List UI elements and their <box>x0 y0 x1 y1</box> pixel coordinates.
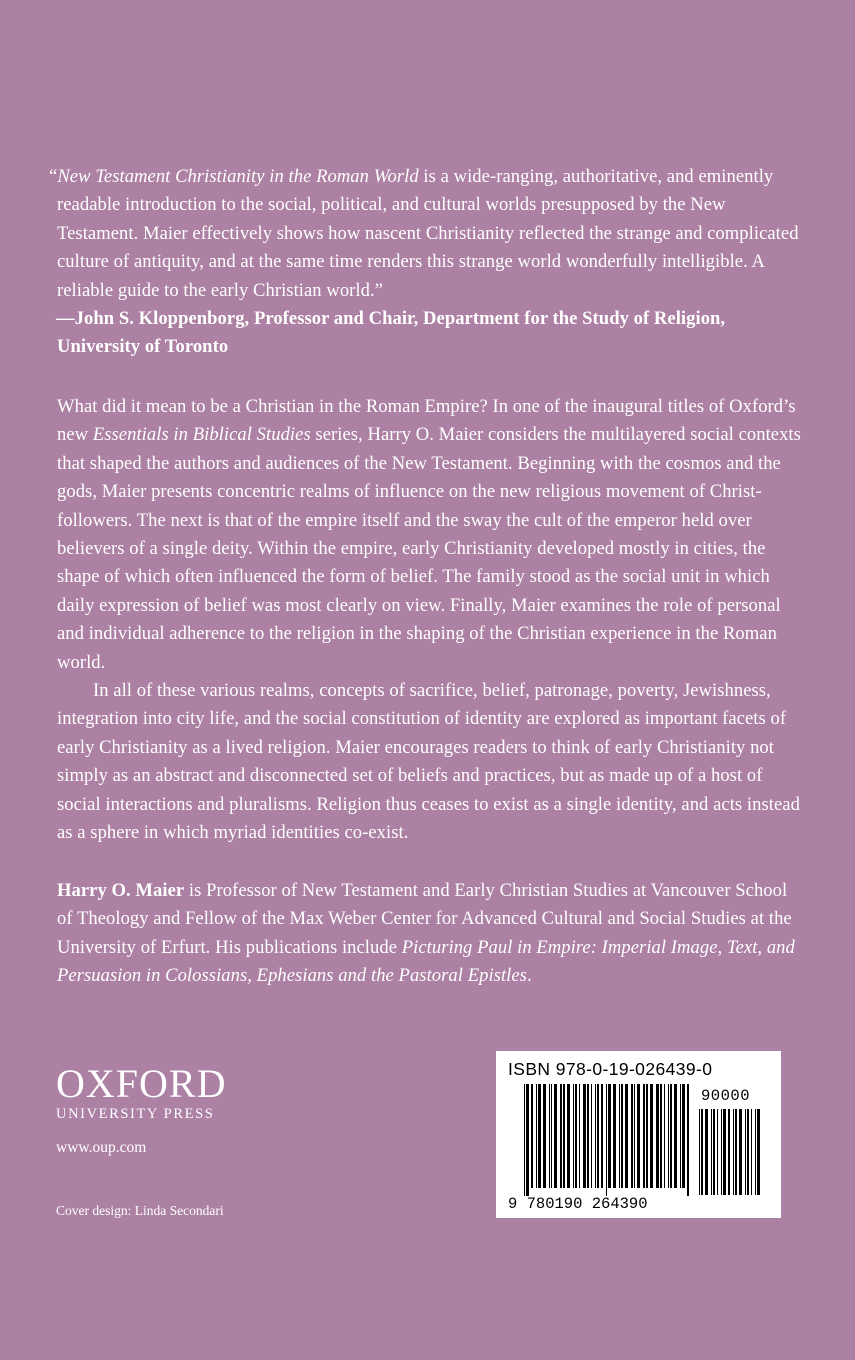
author-name: Harry O. Maier <box>57 880 185 901</box>
price-addon-digits: 90000 <box>701 1087 751 1105</box>
quote-attribution: —John S. Kloppenborg, Professor and Chair, Department for the Study of Religion, <box>56 308 726 330</box>
author-bio: Harry O. Maier is Professor of New Testament and Early Christian Studies at Vancouver School of Theology and Fellow of the Max Weber Center for Advanced Cultural and Social Studies at the University of Erfurt. His publications include Picturing Paul in Empire: Imperial Image, Text, and Persuasion in Colossians, Ephesians and the Pastoral Epistles. <box>57 880 795 987</box>
description-paragraph-1: What did it mean to be a Christian in the Roman Empire? In one of the inaugural titles of Oxford’s new Essentials in Biblical Studies series, Harry O. Maier considers the multilayered social contexts that shaped the authors and audiences of the New Testament. Beginning with the cosmos and the gods, Maier presents concentric realms of influence on the new religious movement of Christ-followers. The next is that of the empire itself and the sway the cult of the emperor held over believers of a single deity. Within the empire, early Christianity developed mostly in cities, the shape of which often influenced the form of belief. The family stood as the social unit in which daily expression of belief was most clearly on view. Finally, Maier examines the role of personal and individual adherence to the religion in the shaping of the Christian experience in the Roman world. <box>57 396 801 673</box>
ean-barcode-bars <box>524 1084 694 1196</box>
quoted-book-title: New Testament Christianity in the Roman World <box>57 166 419 187</box>
cover-design-credit: Cover design: Linda Secondari <box>56 1203 224 1218</box>
publisher-logo <box>56 1061 227 1123</box>
open-quote-mark: “ <box>49 166 58 187</box>
isbn-barcode <box>496 1051 781 1218</box>
publisher-website: www.oup.com <box>56 1139 147 1156</box>
publisher-name: OXFORD <box>56 1061 227 1106</box>
description-paragraph-2: In all of these various realms, concepts of sacrifice, belief, patronage, poverty, Jewishness, integration into city life, and the social constitution of identity are explored as important facets of early Christianity as a lived religion. Maier encourages readers to think of early Christianity not simply as an abstract and disconnected set of beliefs and practices, but as made up of a host of social interactions and pluralisms. Religion thus ceases to exist as a single identity, and acts instead as a sphere in which myriad identities co-exist. <box>57 680 800 844</box>
book-description <box>57 393 805 848</box>
quote-text <box>49 163 805 305</box>
series-title: Essentials in Biblical Studies <box>92 424 311 446</box>
isbn-label: ISBN 978-0-19-026439-0 <box>508 1059 713 1079</box>
price-addon-bars <box>699 1109 769 1195</box>
quote-body: is a wide-ranging, authoritative, and eminently readable introduction to the social, political, and cultural worlds presupposed by the New Testament. Maier effectively shows how nascent Christianity reflected the strange and complicated culture of antiquity, and at the same time renders this strange world wonderfully intelligible. A reliable guide to the early Christian world.” <box>57 166 799 301</box>
quote-attribution-affiliation: University of Toronto <box>57 336 229 358</box>
ean-digits: 9 780190 264390 <box>508 1195 648 1213</box>
endorsement-quote <box>49 163 805 362</box>
author-book-title: Picturing Paul in Empire: Imperial Image, Text, and Persuasion in Colossians, Ephesians and the Pastoral Epistles <box>57 936 795 987</box>
publisher-subtitle: UNIVERSITY PRESS <box>56 1106 215 1122</box>
